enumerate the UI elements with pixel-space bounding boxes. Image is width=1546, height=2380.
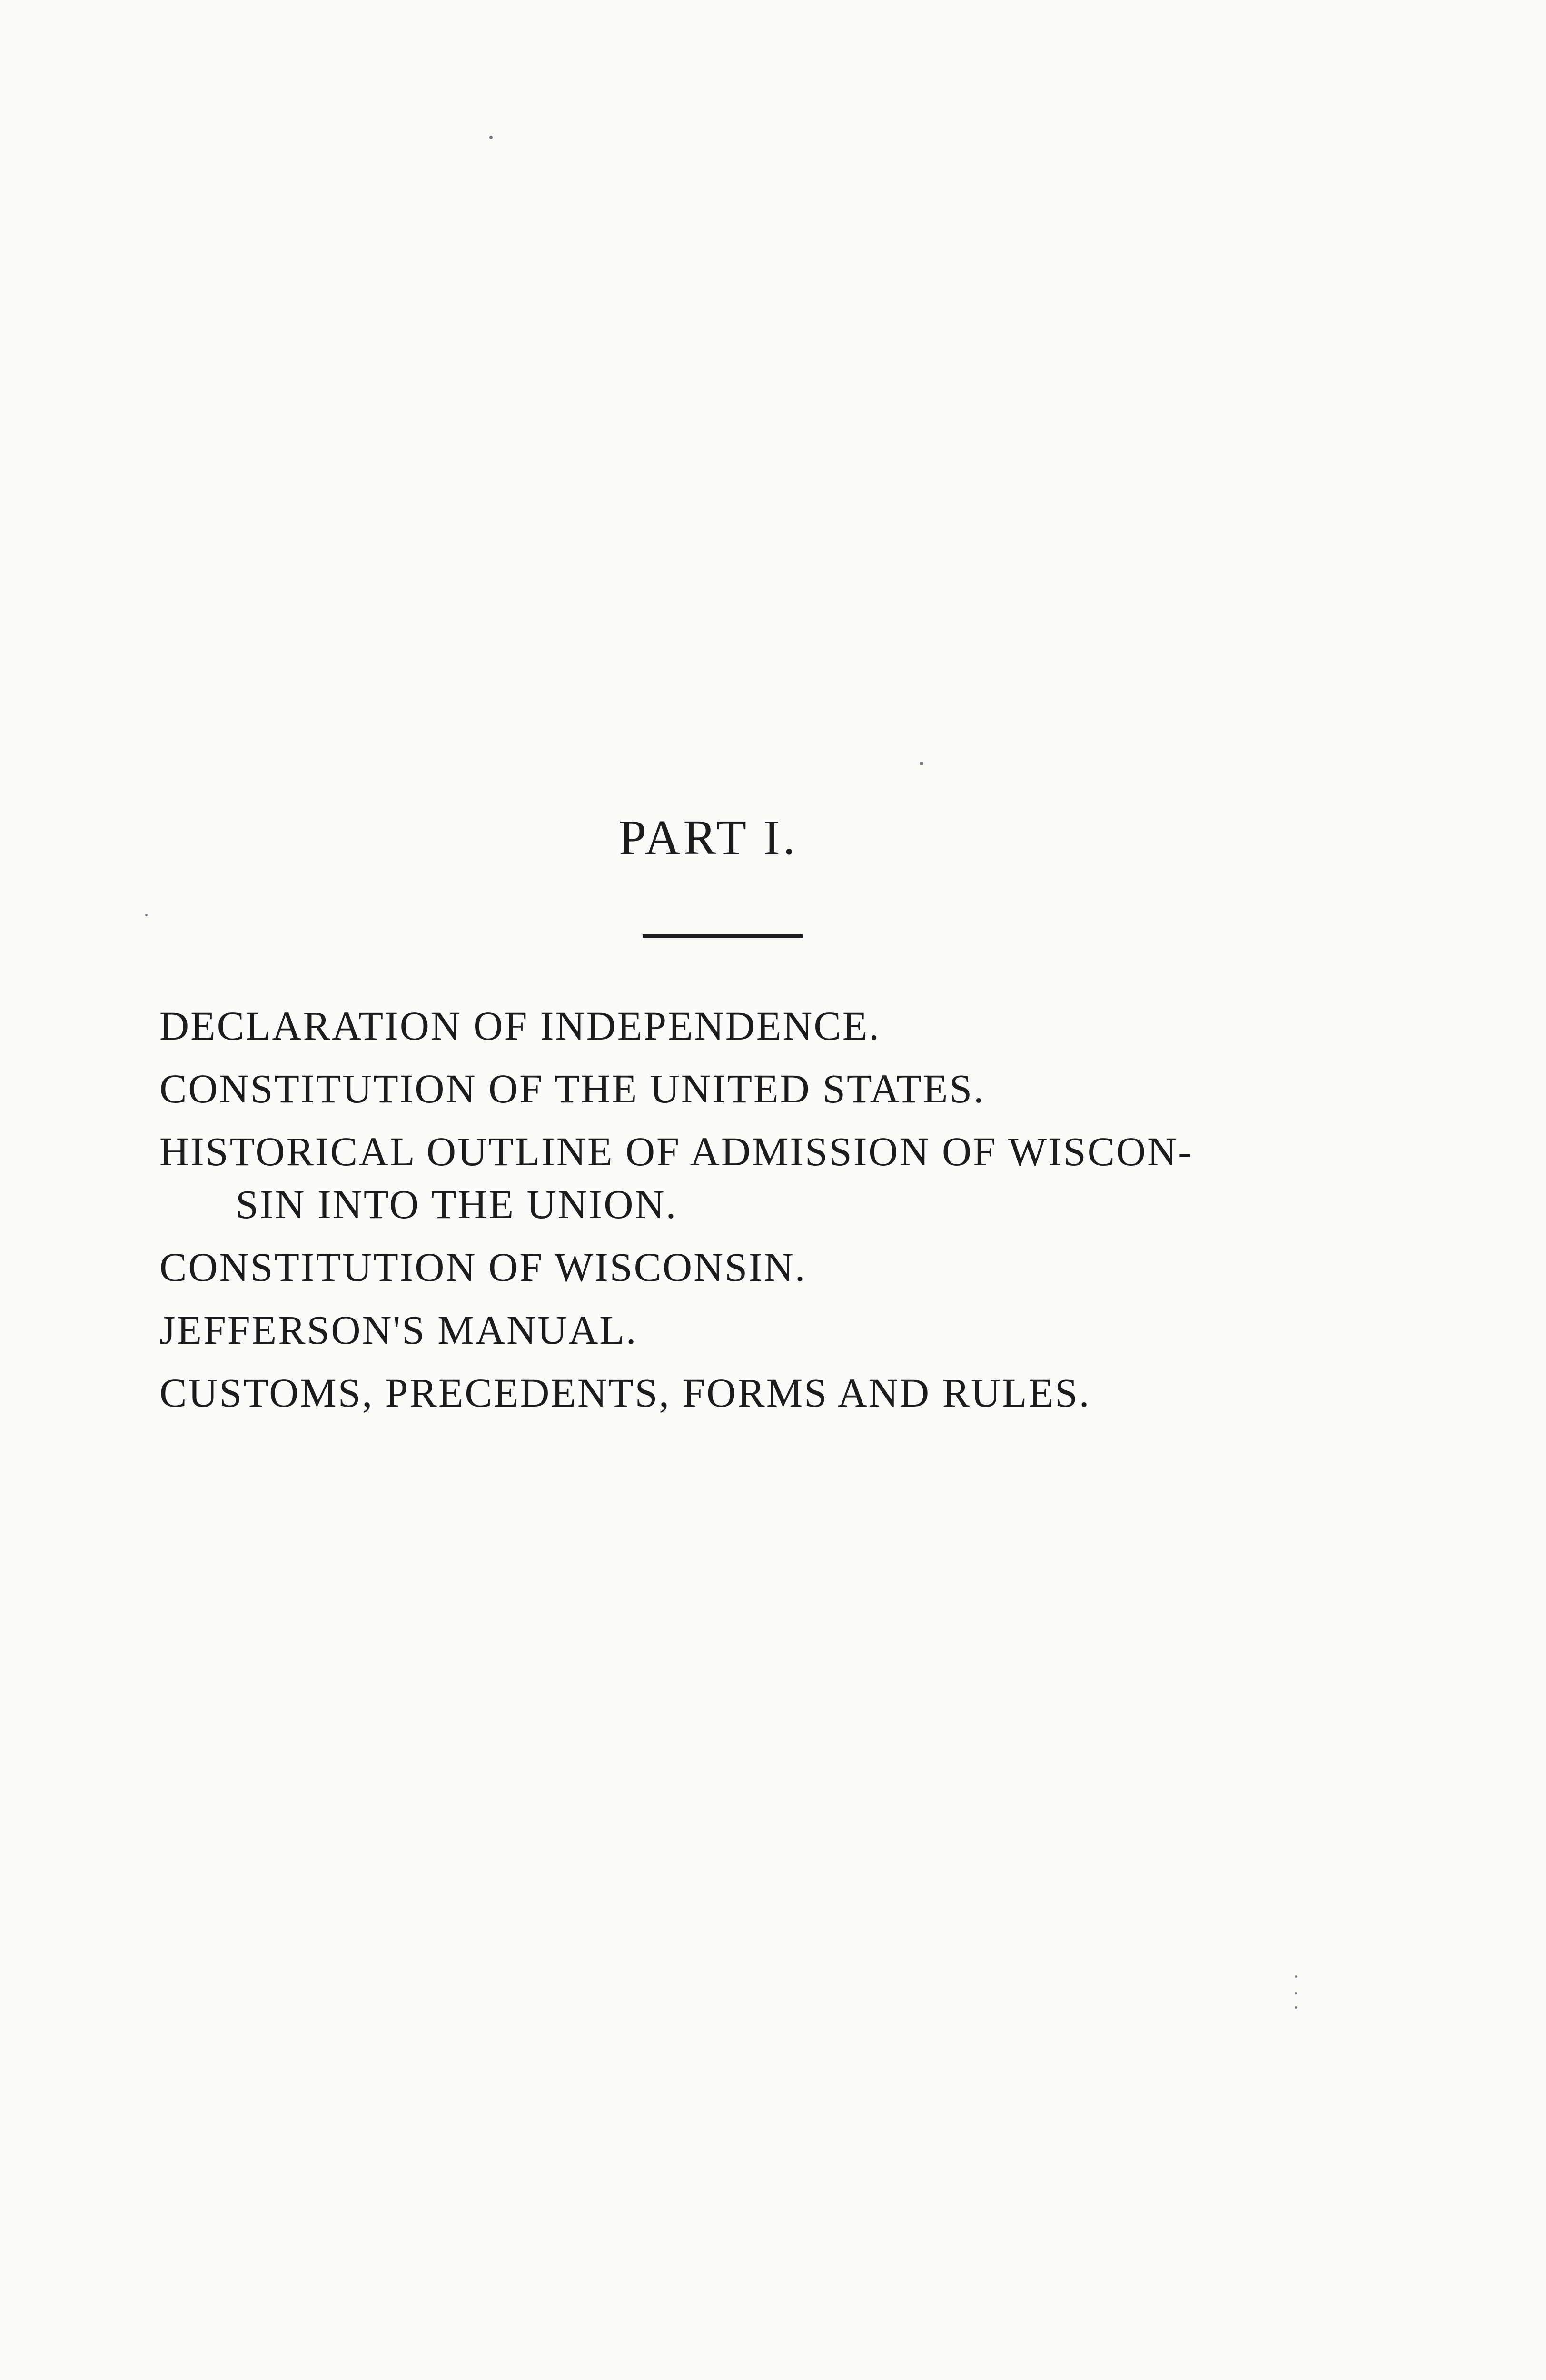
contents-entry: [159, 1062, 1349, 1116]
paper-speck: [1295, 2006, 1297, 2009]
entry-text-continuation: SIN INTO THE UNION.: [236, 1181, 678, 1228]
paper-speck: [489, 136, 493, 139]
entry-text: CONSTITUTION OF WISCONSIN.: [159, 1244, 807, 1290]
contents-entry: [159, 1304, 1349, 1357]
entry-text: JEFFERSON'S MANUAL.: [159, 1307, 638, 1353]
contents-entry: [159, 1367, 1349, 1420]
paper-speck: [145, 914, 148, 916]
title-rule: [643, 934, 803, 938]
contents-entry: [159, 1241, 1349, 1294]
paper-speck: [1295, 1975, 1297, 1978]
contents-entry: [159, 1000, 1349, 1053]
paper-speck: [1295, 1992, 1297, 1994]
entry-text: CONSTITUTION OF THE UNITED STATES.: [159, 1065, 985, 1111]
entry-text: HISTORICAL OUTLINE OF ADMISSION OF WISCON-: [159, 1128, 1193, 1174]
contents-list: [159, 1000, 1349, 1429]
contents-entry: [159, 1125, 1349, 1232]
paper-speck: [920, 762, 923, 765]
part-title: PART I.: [619, 810, 798, 865]
entry-text: CUSTOMS, PRECEDENTS, FORMS AND RULES.: [159, 1369, 1091, 1416]
entry-text: DECLARATION OF INDEPENDENCE.: [159, 1003, 881, 1049]
